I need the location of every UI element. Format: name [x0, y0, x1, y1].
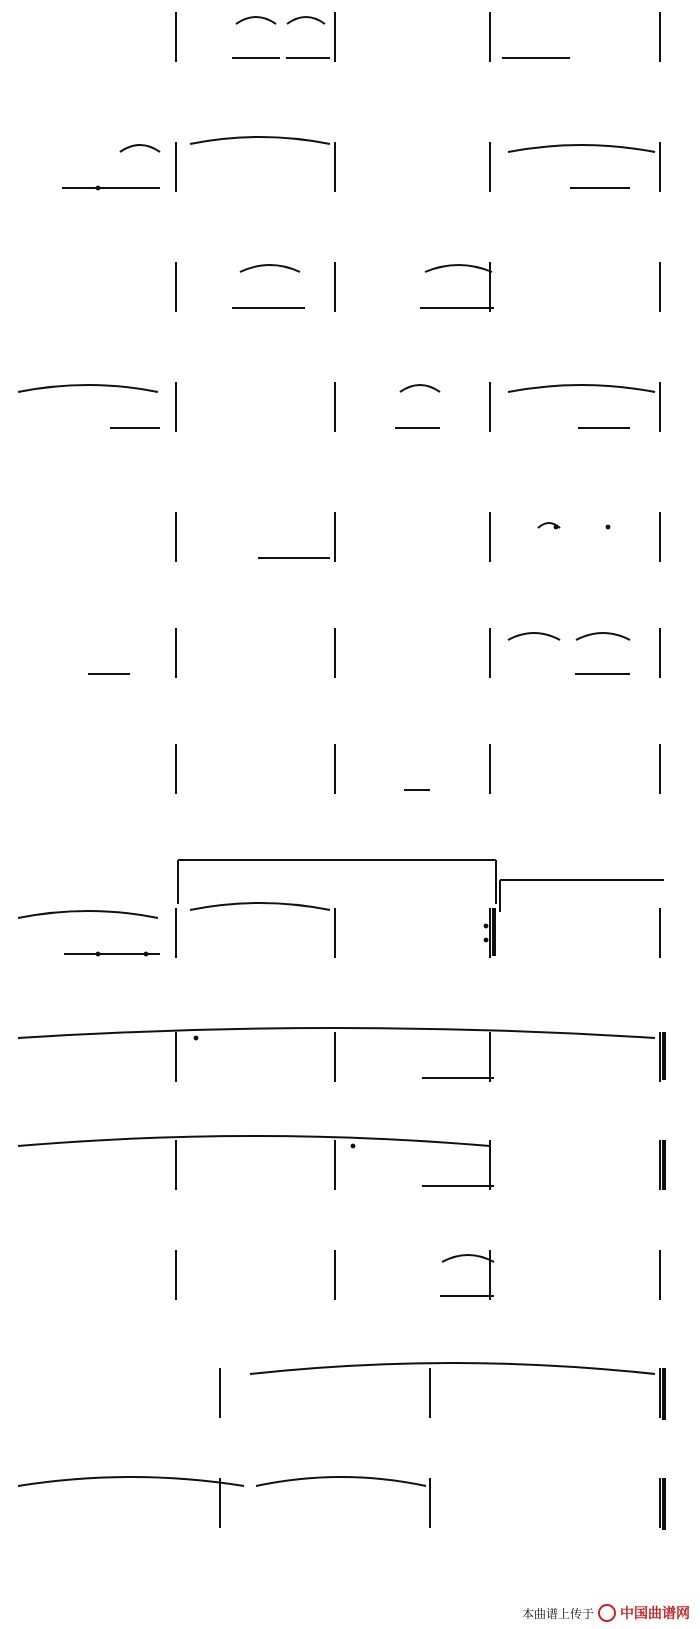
footer-text: 本曲谱上传于 — [521, 1606, 594, 1621]
site-logo-text: 中国曲谱网 — [620, 1606, 690, 1622]
footer — [522, 1603, 690, 1623]
site-logo-icon — [598, 1604, 616, 1622]
